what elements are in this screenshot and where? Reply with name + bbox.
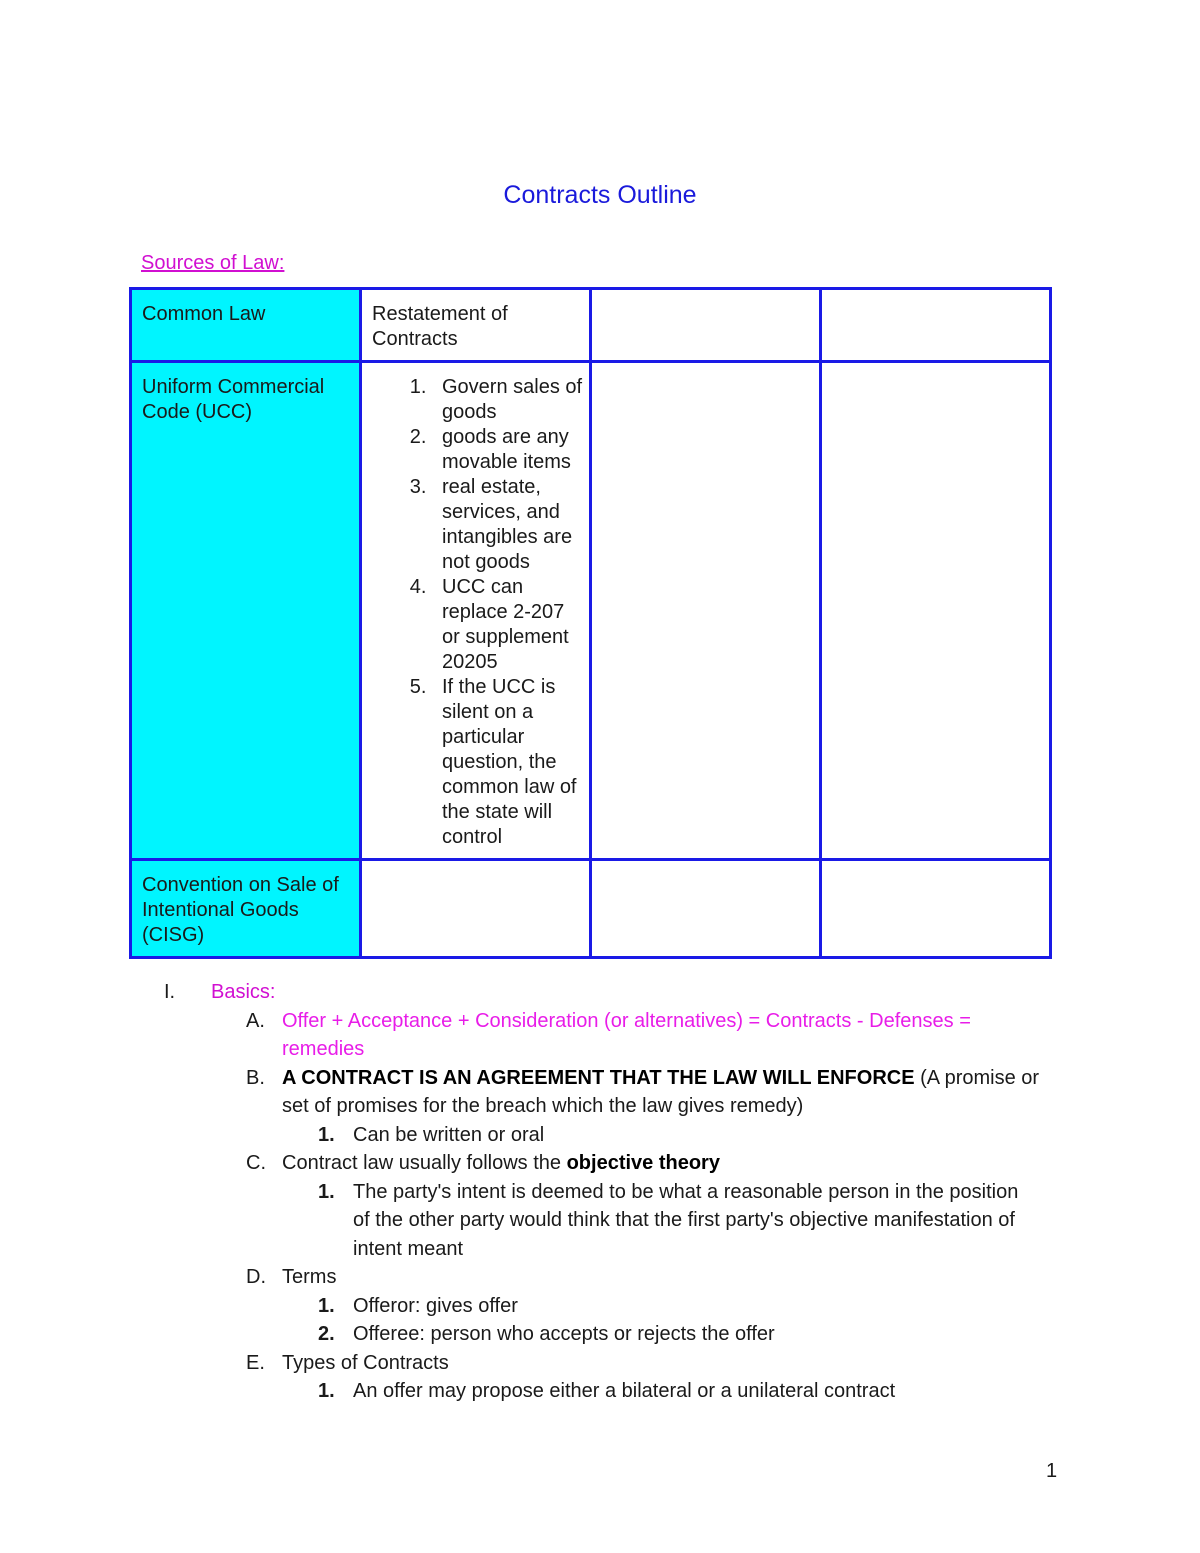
subitem-text: The party's intent is deemed to be what a reasonable person in the position of the other party would think that the first party's objective manifestation of intent meant bbox=[353, 1180, 1019, 1260]
outline-subitem bbox=[0, 1292, 1200, 1321]
page-number: 1 bbox=[1046, 1460, 1058, 1482]
outline-marker: D. bbox=[246, 1266, 266, 1288]
table-cell-empty bbox=[591, 289, 821, 362]
table-cell-common-law: Common Law bbox=[131, 289, 361, 362]
outline-subitem bbox=[0, 1121, 1200, 1150]
subitem-text: Offeree: person who accepts or rejects the offer bbox=[353, 1323, 775, 1345]
outline-marker: E. bbox=[246, 1351, 265, 1374]
outline-item-e bbox=[0, 1349, 1200, 1378]
definition-text: (A promise or set of promises for the breach which the law gives remedy) bbox=[282, 1066, 1040, 1117]
outline-subitem bbox=[0, 1178, 1200, 1264]
table-cell-empty bbox=[361, 860, 591, 958]
outline-subitem bbox=[0, 1320, 1200, 1349]
outline-marker: 1. bbox=[318, 1180, 335, 1203]
outline-marker: 2. bbox=[318, 1323, 335, 1345]
table-cell-cisg: Convention on Sale of Intentional Goods (CISG) bbox=[131, 860, 361, 958]
list-item: 2. goods are any movable items bbox=[432, 425, 583, 475]
outline-subitem bbox=[0, 1377, 1200, 1406]
sources-of-law-table bbox=[129, 287, 1052, 959]
objective-theory-line bbox=[282, 1149, 1042, 1178]
table-cell-ucc-notes bbox=[361, 362, 591, 860]
subitem-text: Can be written or oral bbox=[353, 1123, 545, 1146]
outline-item-d bbox=[0, 1263, 1200, 1292]
item-text: Contract law usually follows the bbox=[282, 1152, 567, 1174]
table-cell-restatement: Restatement of Contracts bbox=[361, 289, 591, 362]
outline-marker: 1. bbox=[318, 1123, 335, 1146]
table-cell-ucc: Uniform Commercial Code (UCC) bbox=[131, 362, 361, 860]
outline-section-basics bbox=[0, 978, 1200, 1007]
subitem-text: An offer may propose either a bilateral or a unilateral contract bbox=[353, 1380, 896, 1402]
table-cell-empty bbox=[591, 860, 821, 958]
table-cell-empty bbox=[821, 289, 1051, 362]
sources-of-law-heading: Sources of Law: bbox=[141, 252, 285, 274]
outline-marker: 1. bbox=[318, 1294, 335, 1317]
item-text: Types of Contracts bbox=[282, 1351, 449, 1374]
document-title: Contracts Outline bbox=[503, 181, 697, 209]
list-item: 5. If the UCC is silent on a particular question, the common law of the state will control bbox=[432, 675, 583, 850]
outline-marker: I. bbox=[164, 981, 176, 1003]
definition-emphasis: A CONTRACT IS AN AGREEMENT THAT THE LAW WILL ENFORCE bbox=[282, 1066, 915, 1089]
list-item: 1. Govern sales of goods bbox=[432, 375, 583, 425]
table-cell-empty bbox=[821, 362, 1051, 860]
item-text: Terms bbox=[282, 1266, 337, 1288]
ucc-notes-list bbox=[362, 375, 583, 850]
outline-marker: A. bbox=[246, 1009, 265, 1032]
objective-theory-emphasis: objective theory bbox=[566, 1152, 720, 1174]
contract-formula: Offer + Acceptance + Consideration (or alternatives) = Contracts - Defenses = remedies bbox=[282, 1009, 971, 1060]
list-item: 4. UCC can replace 2-207 or supplement 20205 bbox=[432, 575, 583, 675]
outline-body bbox=[0, 978, 1200, 1406]
outline-item-b bbox=[0, 1064, 1200, 1121]
outline-item-a bbox=[0, 1007, 1200, 1064]
subitem-text: Offeror: gives offer bbox=[353, 1294, 518, 1317]
contract-definition bbox=[282, 1064, 1042, 1121]
section-heading-basics: Basics: bbox=[211, 981, 276, 1003]
table-row bbox=[131, 289, 1051, 362]
outline-marker: 1. bbox=[318, 1380, 335, 1402]
table-cell-empty bbox=[821, 860, 1051, 958]
list-item: 3. real estate, services, and intangibles are not goods bbox=[432, 475, 583, 575]
table-row bbox=[131, 860, 1051, 958]
table-row bbox=[131, 362, 1051, 860]
outline-item-c bbox=[0, 1149, 1200, 1178]
table-cell-empty bbox=[591, 362, 821, 860]
outline-marker: C. bbox=[246, 1152, 266, 1174]
outline-marker: B. bbox=[246, 1066, 265, 1089]
